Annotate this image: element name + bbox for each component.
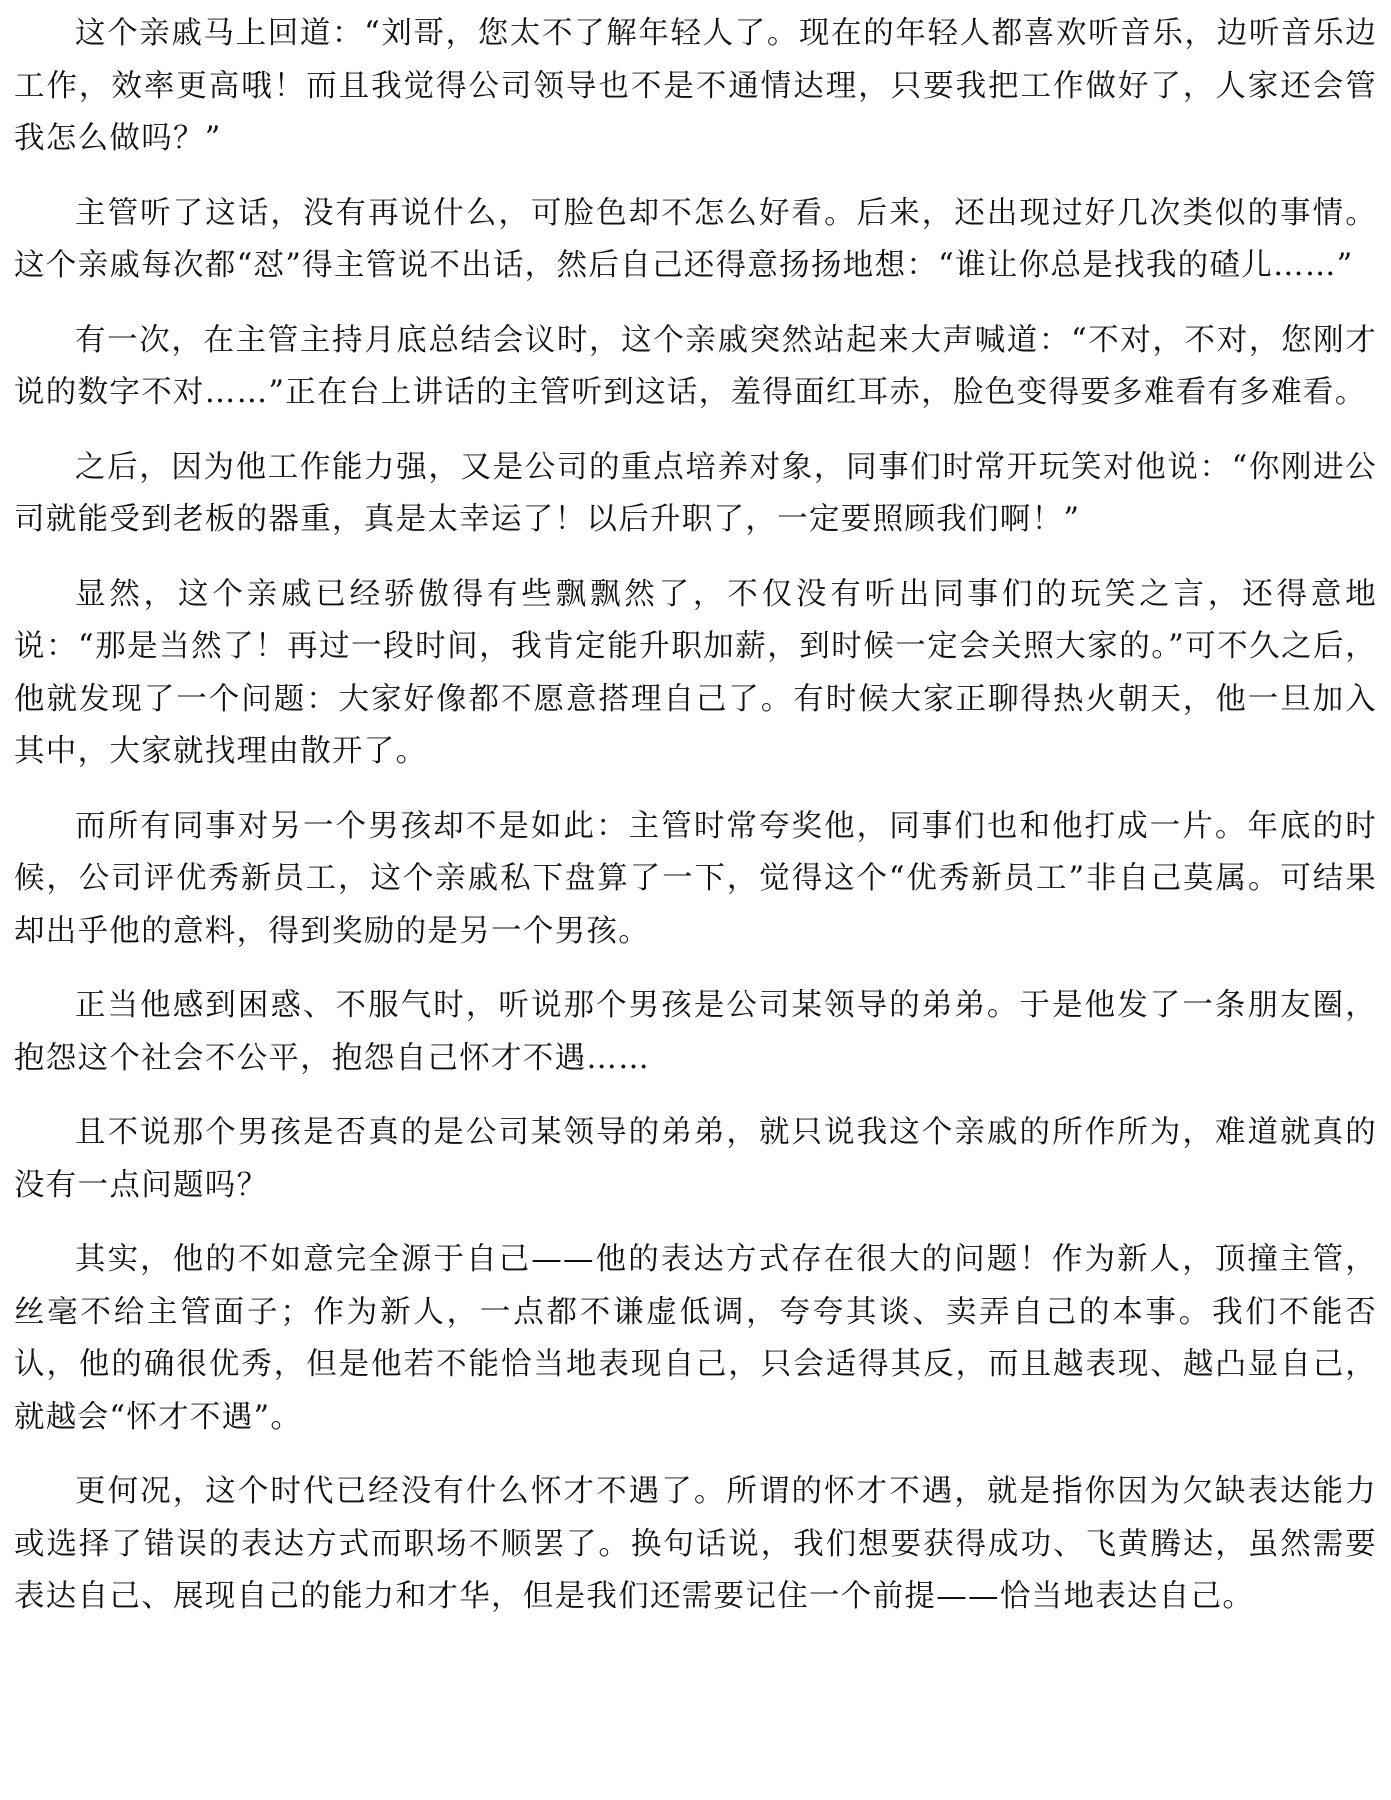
paragraph: 主管听了这话，没有再说什么，可脸色却不怎么好看。后来，还出现过好几次类似的事情。这个亲戚每次都“怼”得主管说不出话，然后自己还得意扬扬地想：“谁让你总是找我的碴儿……” <box>14 195 1377 283</box>
paragraph: 且不说那个男孩是否真的是公司某领导的弟弟，就只说我这个亲戚的所作所为，难道就真的没有一点问题吗？ <box>14 1115 1377 1203</box>
paragraph: 正当他感到困惑、不服气时，听说那个男孩是公司某领导的弟弟。于是他发了一条朋友圈，抱怨这个社会不公平，抱怨自己怀才不遇…… <box>14 988 1377 1076</box>
paragraph: 更何况，这个时代已经没有什么怀才不遇了。所谓的怀才不遇，就是指你因为欠缺表达能力或选择了错误的表达方式而职场不顺罢了。换句话说，我们想要获得成功、飞黄腾达，虽然需要表达自己、展现自己的能力和才华，但是我们还需要记住一个前提——恰当地表达自己。 <box>14 1474 1377 1614</box>
paragraph: 显然，这个亲戚已经骄傲得有些飘飘然了，不仅没有听出同事们的玩笑之言，还得意地说：“那是当然了！再过一段时间，我肯定能升职加薪，到时候一定会关照大家的。”可不久之后，他就发现了一个问题：大家好像都不愿意搭理自己了。有时候大家正聊得热火朝天，他一旦加入其中，大家就找理由散开了。 <box>14 576 1377 769</box>
paragraph: 而所有同事对另一个男孩却不是如此：主管时常夸奖他，同事们也和他打成一片。年底的时候，公司评优秀新员工，这个亲戚私下盘算了一下，觉得这个“优秀新员工”非自己莫属。可结果却出乎他的意料，得到奖励的是另一个男孩。 <box>14 808 1377 949</box>
paragraph: 之后，因为他工作能力强，又是公司的重点培养对象，同事们时常开玩笑对他说：“你刚进公司就能受到老板的器重，真是太幸运了！以后升职了，一定要照顾我们啊！” <box>14 449 1377 537</box>
paragraph: 有一次，在主管主持月底总结会议时，这个亲戚突然站起来大声喊道：“不对，不对，您刚才说的数字不对……”正在台上讲话的主管听到这话，羞得面红耳赤，脸色变得要多难看有多难看。 <box>14 322 1377 410</box>
paragraph: 这个亲戚马上回道：“刘哥，您太不了解年轻人了。现在的年轻人都喜欢听音乐，边听音乐边工作，效率更高哦！而且我觉得公司领导也不是不通情达理，只要我把工作做好了，人家还会管我怎么做吗？” <box>14 16 1377 156</box>
paragraph: 其实，他的不如意完全源于自己——他的表达方式存在很大的问题！作为新人，顶撞主管，丝毫不给主管面子；作为新人，一点都不谦虚低调，夸夸其谈、卖弄自己的本事。我们不能否认，他的确很优秀，但是他若不能恰当地表现自己，只会适得其反，而且越表现、越凸显自己，就越会“怀才不遇”。 <box>14 1242 1377 1435</box>
